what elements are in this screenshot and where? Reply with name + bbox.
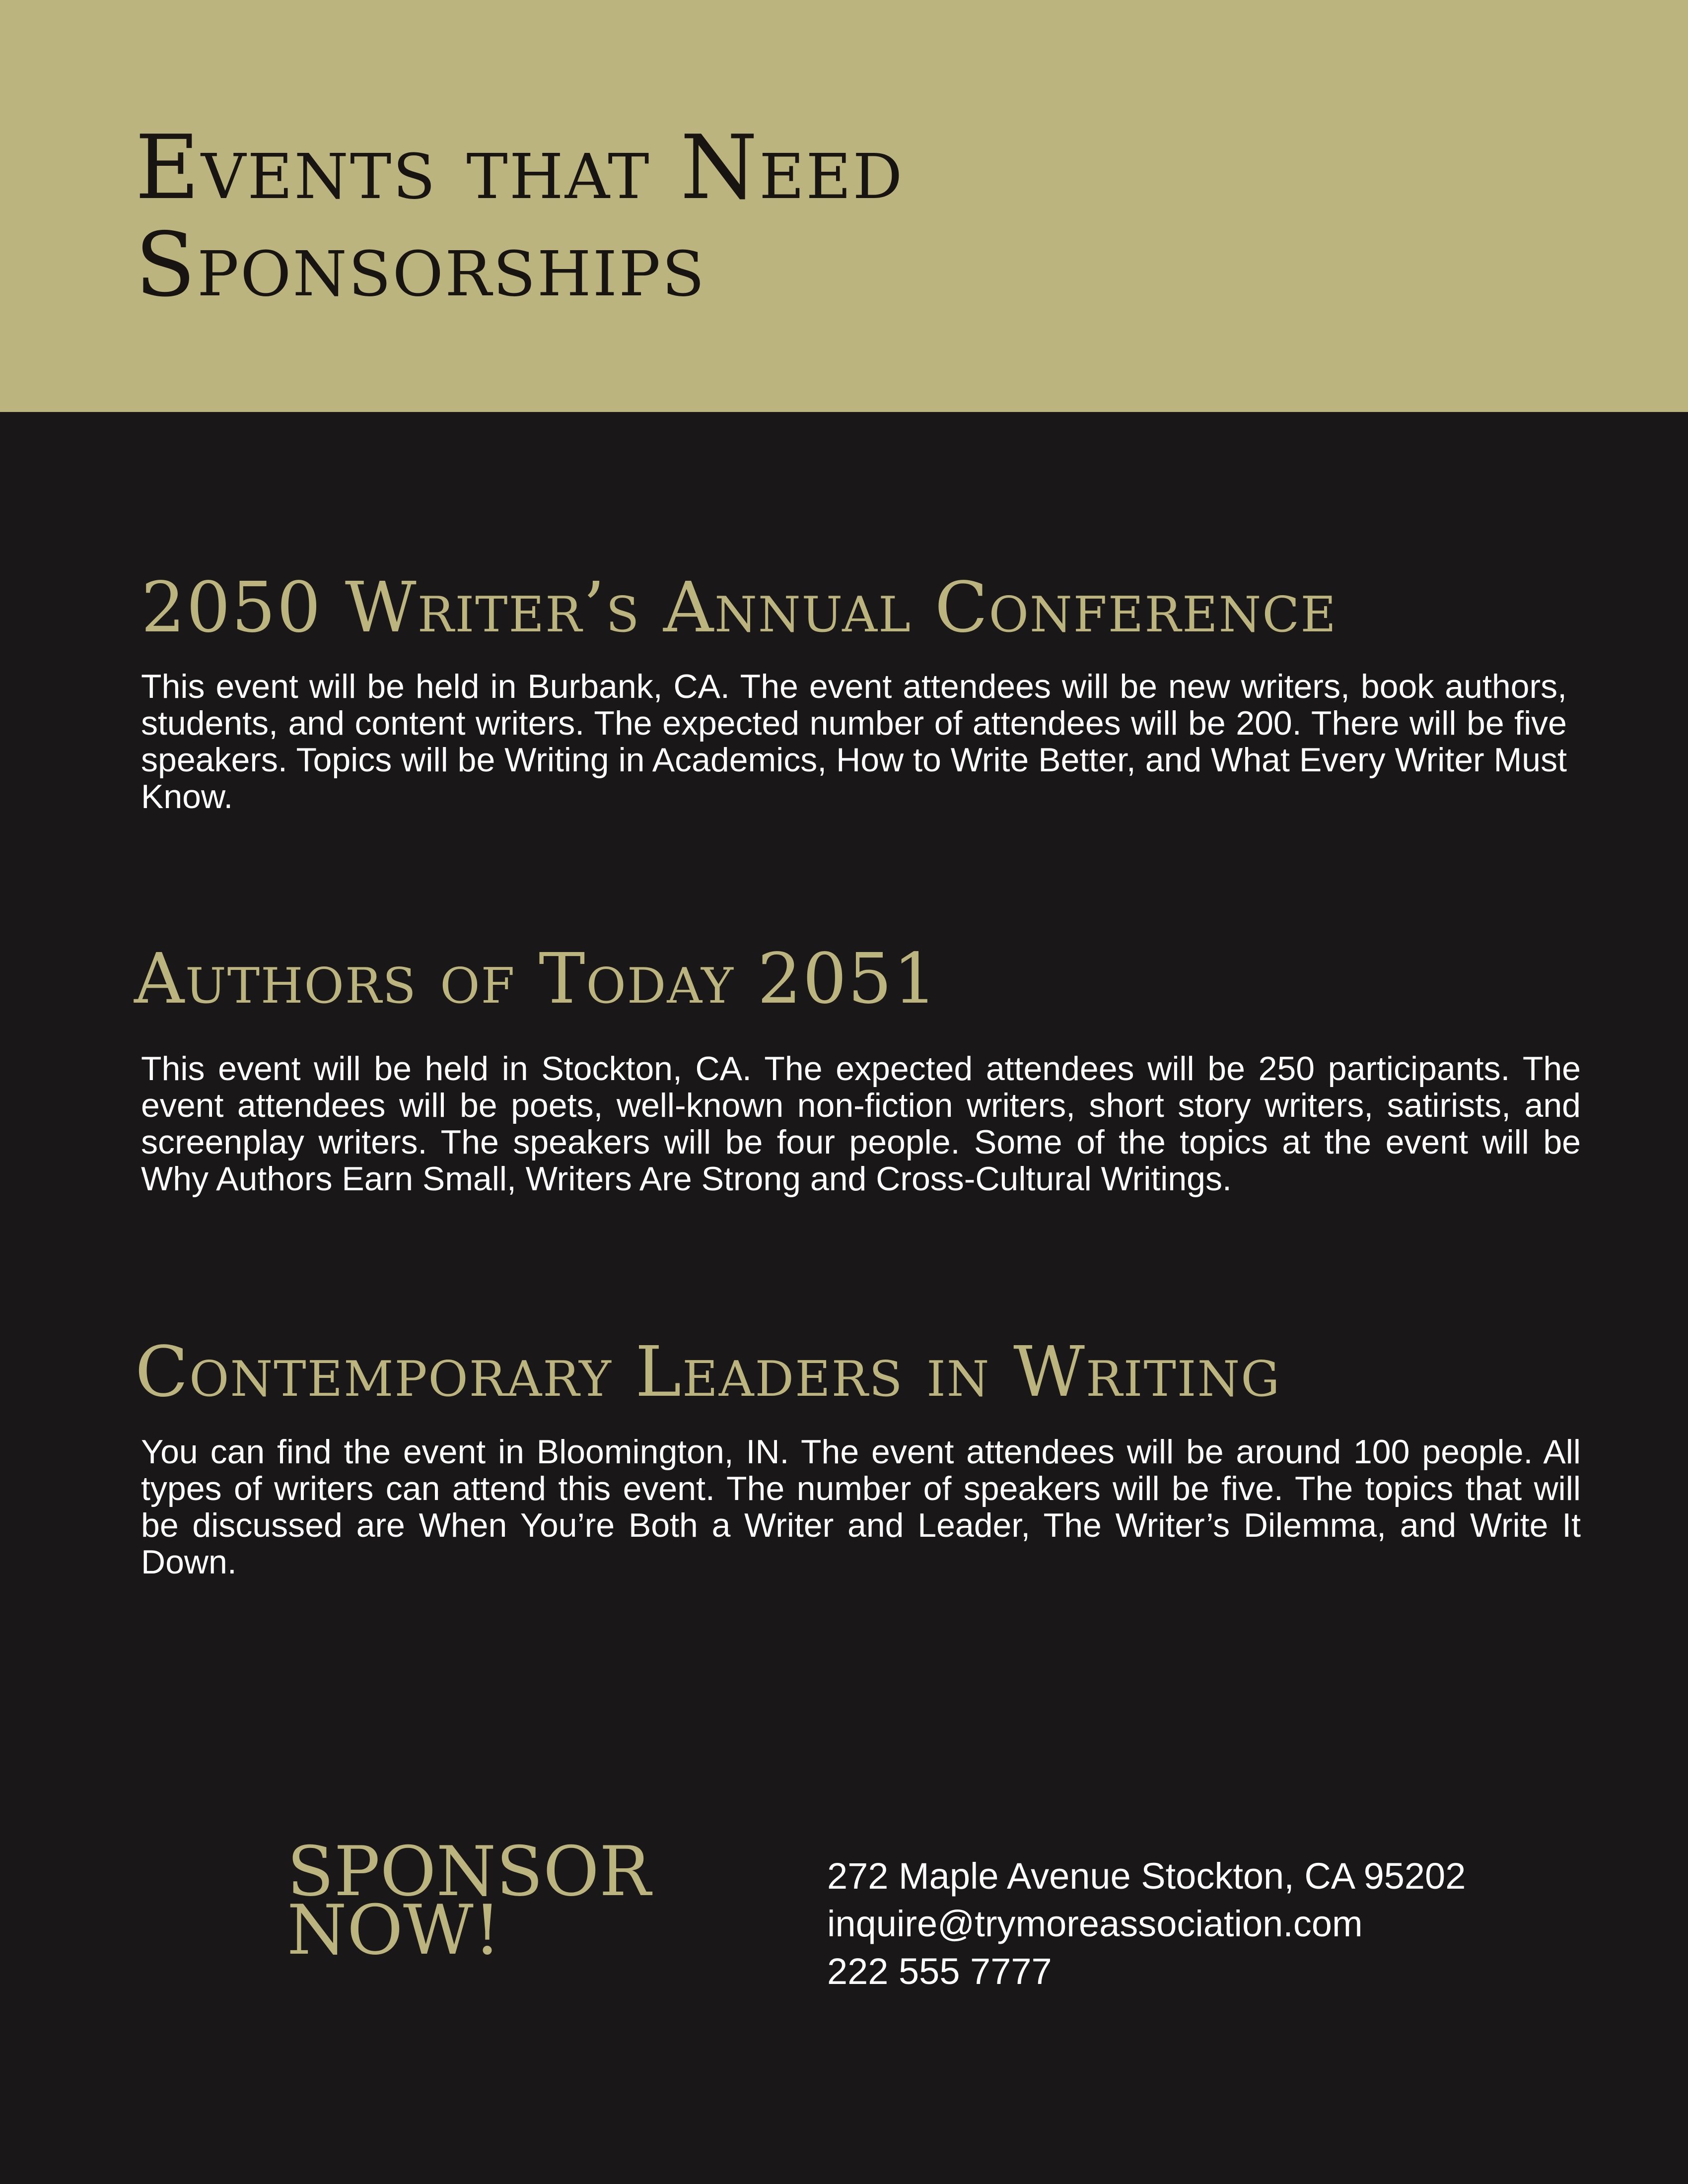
contact-phone: 222 555 7777 [827, 1951, 1052, 1992]
page-title: Events that Need Sponsorships [135, 116, 904, 316]
event-description: This event will be held in Stockton, CA. The expected attendees will be 250 participants. The event attendees will be poets, well-known non-fiction writers, short story writers, satirists, and screenplay writers. The speakers will be four people. Some of the topics at the event will be Why Authors Earn Small, Writers Are Strong and Cross-Cultural Writings. [141, 1050, 1581, 1198]
event-description: You can find the event in Bloomington, IN. The event attendees will be around 100 people. All types of writers can attend this event. The number of speakers will be five. The topics that will be discussed are When You’re Both a Writer and Leader, The Writer’s Dilemma, and Write It Down. [141, 1433, 1581, 1581]
contact-address: 272 Maple Avenue Stockton, CA 95202 [827, 1855, 1466, 1897]
sponsor-now-cta: SPONSOR NOW! [287, 1832, 651, 1970]
event-title: 2050 Writer’s Annual Conference [141, 567, 1337, 648]
event-title: Authors of Today 2051 [134, 939, 938, 1020]
event-description: This event will be held in Burbank, CA. The event attendees will be new writers, book authors, students, and content writers. The expected number of attendees will be 200. There will be five speakers. Topics will be Writing in Academics, How to Write Better, and What Every Writer Must Know. [141, 668, 1567, 816]
contact-email: inquire@trymoreassociation.com [827, 1903, 1363, 1944]
event-title: Contemporary Leaders in Writing [135, 1332, 1281, 1413]
contact-info [827, 1852, 1572, 1995]
